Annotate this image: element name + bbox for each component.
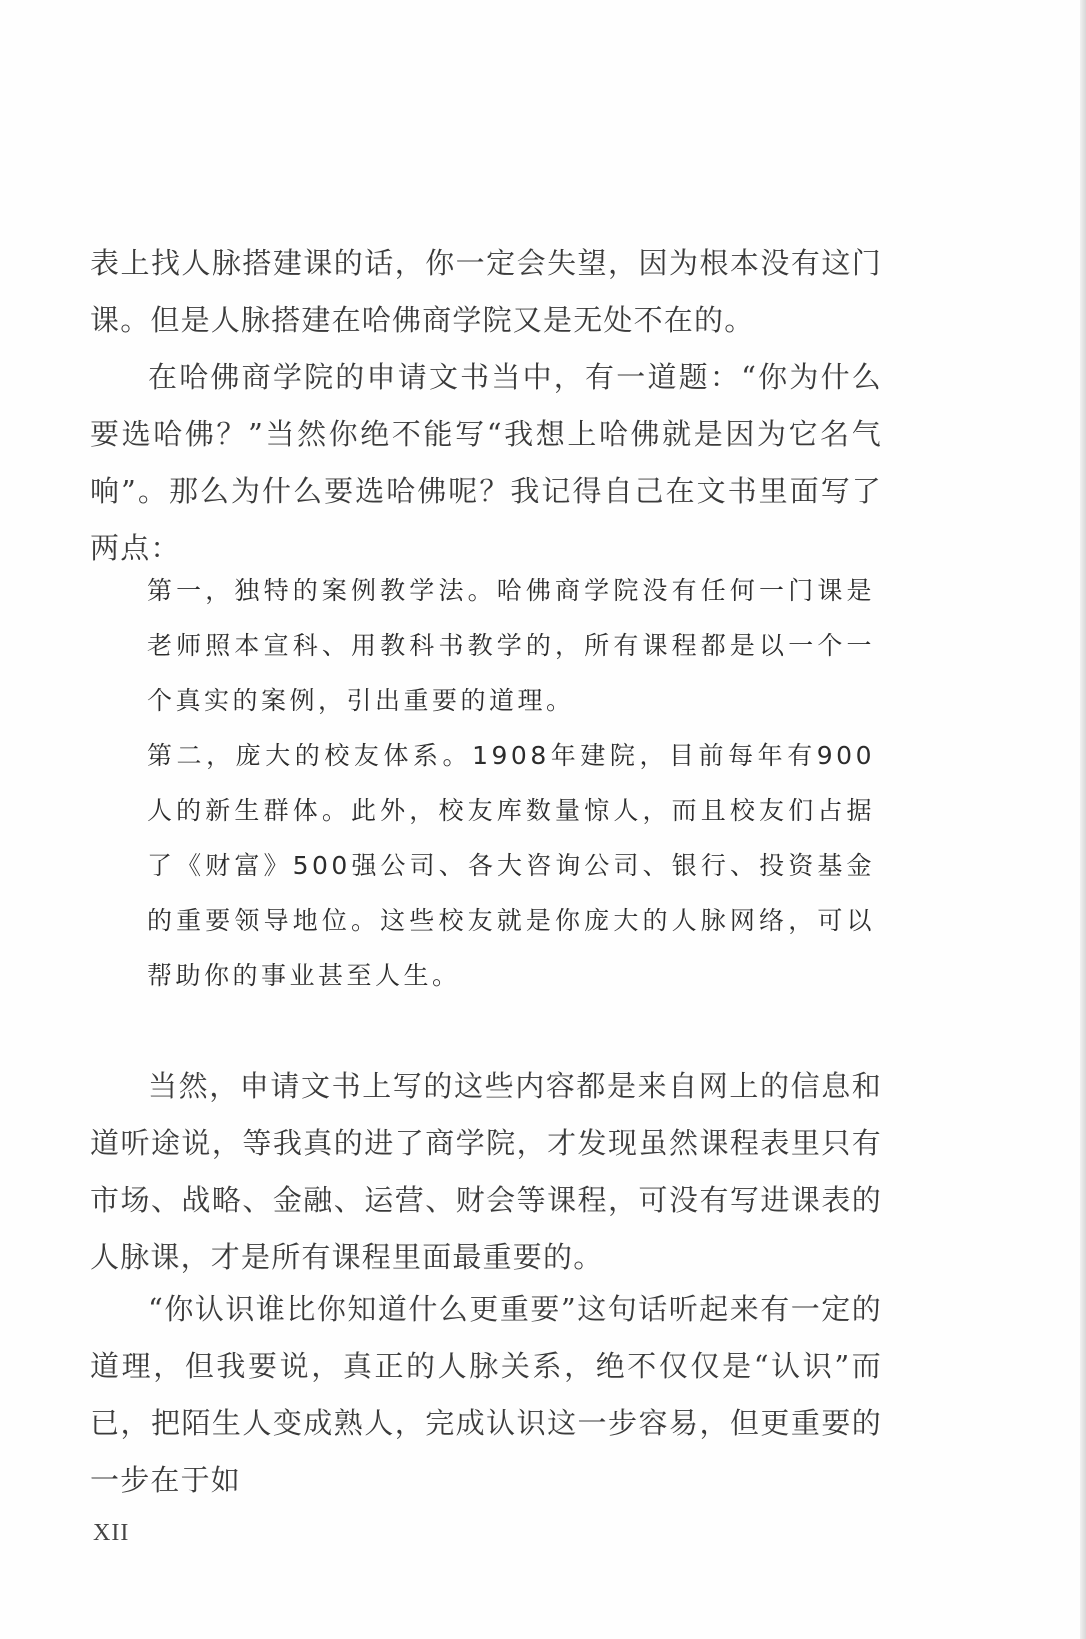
paragraph-networking-course: 当然，申请文书上写的这些内容都是来自网上的信息和道听途说，等我真的进了商学院，才发现虽然课程表里只有市场、战略、金融、运营、财会等课程，可没有写进课表的人脉课，才是所有课程里面最重要的。	[90, 1069, 882, 1274]
paragraph-who-you-know: “你认识谁比你知道什么更重要”这句话听起来有一定的道理，但我要说，真正的人脉关系，绝不仅仅是“认识”而已，把陌生人变成熟人，完成认识这一步容易，但更重要的一步在于如	[90, 1292, 882, 1497]
quote-point-two: 第二，庞大的校友体系。1908年建院，目前每年有900人的新生群体。此外，校友库数量惊人，而且校友们占据了《财富》500强公司、各大咨询公司、银行、投资基金的重要领导地位。这些校友就是你庞大的人脉网络，可以帮助你的事业甚至人生。	[147, 741, 875, 990]
paragraph-application-essay: 在哈佛商学院的申请文书当中，有一道题：“你为什么要选哈佛？”当然你绝不能写“我想上哈佛就是因为它名气响”。那么为什么要选哈佛呢？我记得自己在文书里面写了两点：	[90, 360, 882, 565]
scan-edge	[1080, 0, 1086, 1639]
paragraph-continued: 表上找人脉搭建课的话，你一定会失望，因为根本没有这门课。但是人脉搭建在哈佛商学院又是无处不在的。	[90, 246, 882, 337]
page-number: XII	[93, 1520, 130, 1546]
quote-point-one: 第一，独特的案例教学法。哈佛商学院没有任何一门课是老师照本宣科、用教科书教学的，所有课程都是以一个一个真实的案例，引出重要的道理。	[147, 576, 875, 715]
